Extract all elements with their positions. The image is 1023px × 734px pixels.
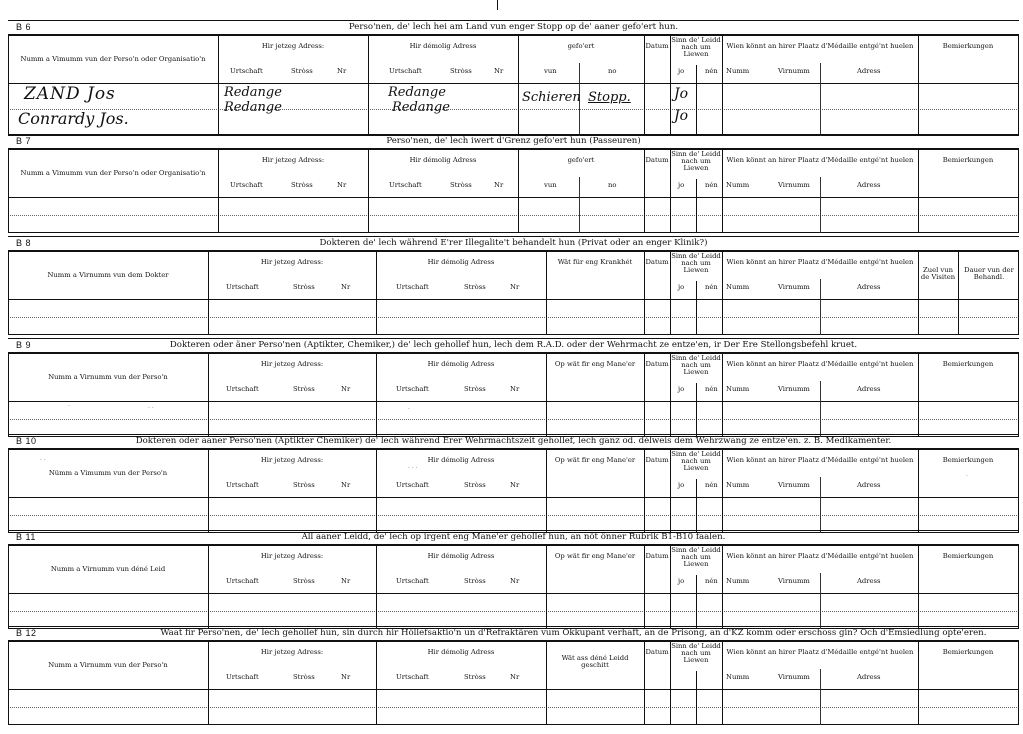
col-street: Stròss	[293, 673, 315, 681]
section-header	[8, 626, 1019, 641]
handwritten-from: Schieren	[522, 90, 581, 105]
col-medal-name: Numm	[726, 481, 750, 489]
handwritten-yes-2: Jo	[674, 108, 689, 124]
col-no: nén	[705, 577, 718, 585]
col-current-address: Hir jetzeg Adress:	[260, 456, 324, 464]
col-what-happened: Wät ass déné Leidd geschitt	[561, 654, 629, 670]
section-title: Dokteren oder äner Perso'nen (Aptikter, Chemiker,) de' lech gehollef hun, lech dem R.A.D. oder der Wehrmacht ze entze'en, ir Der Ere Stellongsbefehl kruet.	[169, 340, 858, 350]
col-yes: jo	[678, 385, 685, 393]
col-medal-name: Numm	[726, 283, 750, 291]
col-life: Sinn de' Leidd nach um Liewen	[671, 450, 721, 473]
section-header	[8, 20, 1019, 35]
col-how: Op wät fir eng Mane'er	[554, 456, 636, 464]
col-medal-name: Numm	[726, 385, 750, 393]
col-street: Stròss	[293, 577, 315, 585]
col-yes: jo	[678, 481, 685, 489]
col-former-address: Hir démolig Adress	[427, 360, 495, 368]
col-number: Nr	[510, 283, 520, 291]
col-remarks: Bemierkungen	[942, 648, 994, 656]
col-former-address: Hir démolig Adress	[409, 42, 477, 50]
col-medal: Wien könnt an hirer Plaatz d'Médaille entgé'nt huelen	[726, 258, 914, 266]
col-arrested: gefo'ert	[567, 42, 595, 50]
col-name: Numm a Vimumm vun der Perso'n oder Organisatio'n	[20, 169, 206, 177]
section-table	[8, 641, 1019, 725]
col-street: Stròss	[464, 577, 486, 585]
col-locality: Urtschaft	[396, 673, 429, 681]
col-locality: Urtschaft	[226, 577, 259, 585]
col-street: Stròss	[291, 181, 313, 189]
col-medal: Wien könnt an hirer Plaatz d'Médaille entgé'nt huelen	[726, 456, 914, 464]
col-number: Nr	[494, 181, 504, 189]
col-locality: Urtschaft	[396, 481, 429, 489]
col-street: Stròss	[291, 67, 313, 75]
handwritten-name-2: Conrardy Jos.	[18, 109, 129, 128]
col-current-address: Hir jetzeg Adress:	[261, 42, 325, 50]
col-visits: Zuel vun de Visiten	[920, 266, 956, 282]
col-medal-address: Adress	[857, 577, 881, 585]
col-medal-address: Adress	[857, 67, 881, 75]
handwritten-former-1: Redange	[388, 85, 446, 100]
col-number: Nr	[341, 577, 351, 585]
col-medal-name: Numm	[726, 181, 750, 189]
col-current-address: Hir jetzeg Adress:	[260, 552, 324, 560]
col-number: Nr	[341, 385, 351, 393]
col-locality: Urtschaft	[226, 283, 259, 291]
col-medal-address: Adress	[857, 283, 881, 291]
col-medal: Wien könnt an hirer Plaatz d'Médaille entgé'nt huelen	[726, 552, 914, 560]
col-remarks: Bemierkungen	[942, 456, 994, 464]
paper-speck: ·	[408, 406, 410, 413]
col-medal-firstname: Virnumm	[778, 577, 810, 585]
col-former-address: Hir démolig Adress	[409, 156, 477, 164]
col-former-address: Hir démolig Adress	[427, 258, 495, 266]
section-table	[8, 449, 1019, 533]
col-medal-name: Numm	[726, 67, 750, 75]
col-street: Stròss	[464, 481, 486, 489]
col-current-address: Hir jetzeg Adress:	[260, 360, 324, 368]
col-medal-firstname: Virnumm	[778, 283, 810, 291]
col-street: Stròss	[450, 181, 472, 189]
section-title: Dokteren oder aaner Perso'nen (Aptikter Chemiker) de' lech während Erer Wehrmachtszeit gehollef, lech ganz od. délweis dem Wehrzwang ze entze'en. z. B. Medikamenter.	[135, 436, 892, 446]
col-number: Nr	[494, 67, 504, 75]
section-title: All aaner Leidd, de' lech op irgent eng Mane'er gehollef hun, an nöt önner Rubrik B1-B10 faalen.	[301, 532, 726, 542]
col-street: Stròss	[450, 67, 472, 75]
col-current-address: Hir jetzeg Adress:	[261, 156, 325, 164]
col-locality: Urtschaft	[226, 481, 259, 489]
col-date: Datum	[645, 258, 669, 266]
col-number: Nr	[510, 673, 520, 681]
col-medal: Wien könnt an hirer Plaatz d'Médaille entgé'nt huelen	[726, 42, 914, 50]
col-street: Stròss	[464, 283, 486, 291]
col-remarks: Bemierkungen	[942, 156, 994, 164]
col-medal: Wien könnt an hirer Plaatz d'Médaille entgé'nt huelen	[726, 156, 914, 164]
section-title: Waat fir Perso'nen, de' lech gehollef hun, sin durch hir Höllefsaktio'n un d'Refraktären vum Okkupant verhaft, an de Prisong, an d'KZ komm oder erschoss gin? Och d'Emsiedlung opte'eren.	[160, 628, 987, 638]
col-number: Nr	[341, 283, 351, 291]
col-street: Stròss	[464, 673, 486, 681]
section-id: B 6	[16, 22, 32, 32]
section-title: Perso'nen, de' lech hei am Land vun enger Stopp op de' aaner gefo'ert hun.	[348, 22, 679, 32]
section-id: B 11	[16, 532, 36, 542]
col-medal-firstname: Virnumm	[778, 67, 810, 75]
col-remarks: Bemierkungen	[942, 552, 994, 560]
col-number: Nr	[341, 481, 351, 489]
col-locality: Urtschaft	[226, 385, 259, 393]
col-street: Stròss	[464, 385, 486, 393]
col-date: Datum	[645, 552, 669, 560]
col-former-address: Hir démolig Adress	[427, 648, 495, 656]
col-name: Numm a Vimumm vun der Perso'n oder Organisatio'n	[20, 55, 206, 63]
handwritten-yes-1: Jo	[674, 86, 689, 102]
handwritten-to: Stopp.	[588, 90, 631, 105]
col-date: Datum	[645, 648, 669, 656]
col-medal-name: Numm	[726, 673, 750, 681]
col-illness: Wät für eng Krankhét	[557, 258, 633, 266]
col-arrested: gefo'ert	[567, 156, 595, 164]
col-date: Datum	[645, 360, 669, 368]
col-number: Nr	[510, 385, 520, 393]
col-date: Datum	[645, 156, 669, 164]
col-life: Sinn de' Leidd nach um Liewen	[671, 150, 721, 173]
col-how: Op wät fir eng Mane'er	[554, 360, 636, 368]
handwritten-name-1: ZAND Jos	[24, 84, 116, 104]
section-header	[8, 434, 1019, 449]
section-header	[8, 338, 1019, 353]
col-street: Stròss	[293, 385, 315, 393]
section-header	[8, 530, 1019, 545]
col-life: Sinn de' Leidd nach um Liewen	[671, 36, 721, 59]
col-locality: Urtschaft	[230, 67, 263, 75]
col-locality: Urtschaft	[396, 283, 429, 291]
section-title: Dokteren de' lech während E'rer Illegalite't behandelt hun (Privat oder an enger Klinik?)	[319, 238, 708, 248]
col-life: Sinn de' Leidd nach um Liewen	[671, 642, 721, 665]
handwritten-former-2: Redange	[392, 100, 450, 115]
col-name: Numm a Virnumm vun déné Leid	[50, 565, 166, 573]
col-street: Stròss	[293, 283, 315, 291]
col-name: Numm a Virnumm vun der Perso'n	[48, 661, 168, 669]
col-yes: jo	[678, 181, 685, 189]
col-medal-firstname: Virnumm	[778, 481, 810, 489]
col-name: Numm a Virnumm vun der Perso'n	[48, 373, 168, 381]
col-medal: Wien könnt an hirer Plaatz d'Médaille entgé'nt huelen	[726, 648, 914, 656]
col-no: nén	[705, 283, 718, 291]
col-number: Nr	[337, 67, 347, 75]
col-remarks: Bemierkungen	[942, 360, 994, 368]
section-title: Perso'nen, de' lech iwert d'Grenz gefo'ert hun (Passeuren)	[386, 136, 641, 146]
section-id: B 9	[16, 340, 32, 350]
section-id: B 10	[16, 436, 37, 446]
col-life: Sinn de' Leidd nach um Liewen	[671, 546, 721, 569]
col-treatment-duration: Dauer vun der Behandl.	[964, 266, 1014, 282]
col-locality: Urtschaft	[389, 67, 422, 75]
col-no: nén	[705, 481, 718, 489]
section-header	[8, 134, 1019, 149]
col-locality: Urtschaft	[396, 385, 429, 393]
paper-speck: ·	[68, 403, 70, 410]
col-no: nén	[705, 67, 718, 75]
col-date: Datum	[645, 456, 669, 464]
col-locality: Urtschaft	[389, 181, 422, 189]
handwritten-current-1: Redange	[224, 85, 282, 100]
section-table	[8, 545, 1019, 629]
paper-speck: · · ·	[408, 465, 418, 472]
col-to: no	[608, 67, 617, 75]
col-medal-address: Adress	[857, 481, 881, 489]
col-number: Nr	[341, 673, 351, 681]
col-medal-name: Numm	[726, 577, 750, 585]
col-medal-firstname: Virnumm	[778, 673, 810, 681]
page-top-mark	[497, 0, 498, 10]
col-life: Sinn de' Leidd nach um Liewen	[671, 252, 721, 275]
col-locality: Urtschaft	[396, 577, 429, 585]
section-table	[8, 35, 1019, 136]
col-medal-address: Adress	[857, 181, 881, 189]
col-how: Op wät fir eng Mane'er	[554, 552, 636, 560]
col-date: Datum	[645, 42, 669, 50]
section-table	[8, 251, 1019, 335]
col-no: nén	[705, 385, 718, 393]
col-medal-firstname: Virnumm	[778, 385, 810, 393]
col-to: no	[608, 181, 617, 189]
col-locality: Urtschaft	[230, 181, 263, 189]
col-current-address: Hir jetzeg Adress:	[260, 258, 324, 266]
section-id: B 7	[16, 136, 32, 146]
col-former-address: Hir démolig Adress	[427, 552, 495, 560]
section-header	[8, 236, 1019, 251]
section-table	[8, 353, 1019, 437]
col-number: Nr	[337, 181, 347, 189]
paper-speck: ·	[966, 473, 968, 480]
col-no: nén	[705, 181, 718, 189]
col-current-address: Hir jetzeg Adress:	[260, 648, 324, 656]
col-former-address: Hir démolig Adress	[427, 456, 495, 464]
col-yes: jo	[678, 283, 685, 291]
col-from: vun	[544, 181, 557, 189]
col-medal: Wien könnt an hirer Plaatz d'Médaille entgé'nt huelen	[726, 360, 914, 368]
col-locality: Urtschaft	[226, 673, 259, 681]
col-from: vun	[544, 67, 557, 75]
section-id: B 12	[16, 628, 37, 638]
col-yes: jo	[678, 577, 685, 585]
paper-speck: · ·	[40, 457, 46, 464]
col-remarks: Bemierkungen	[942, 42, 994, 50]
paper-speck: · ·	[148, 405, 154, 412]
col-name: Numm a Virnumm vun dem Dokter	[47, 271, 169, 279]
col-life: Sinn de' Leidd nach um Liewen	[671, 354, 721, 377]
section-table	[8, 149, 1019, 233]
col-yes: jo	[678, 67, 685, 75]
col-medal-address: Adress	[857, 385, 881, 393]
handwritten-current-2: Redange	[224, 100, 282, 115]
col-number: Nr	[510, 577, 520, 585]
col-medal-address: Adress	[857, 673, 881, 681]
section-id: B 8	[16, 238, 32, 248]
col-name: Nümm a Vimumm vun der Perso'n	[48, 469, 168, 477]
col-number: Nr	[510, 481, 520, 489]
col-street: Stròss	[293, 481, 315, 489]
col-medal-firstname: Virnumm	[778, 181, 810, 189]
